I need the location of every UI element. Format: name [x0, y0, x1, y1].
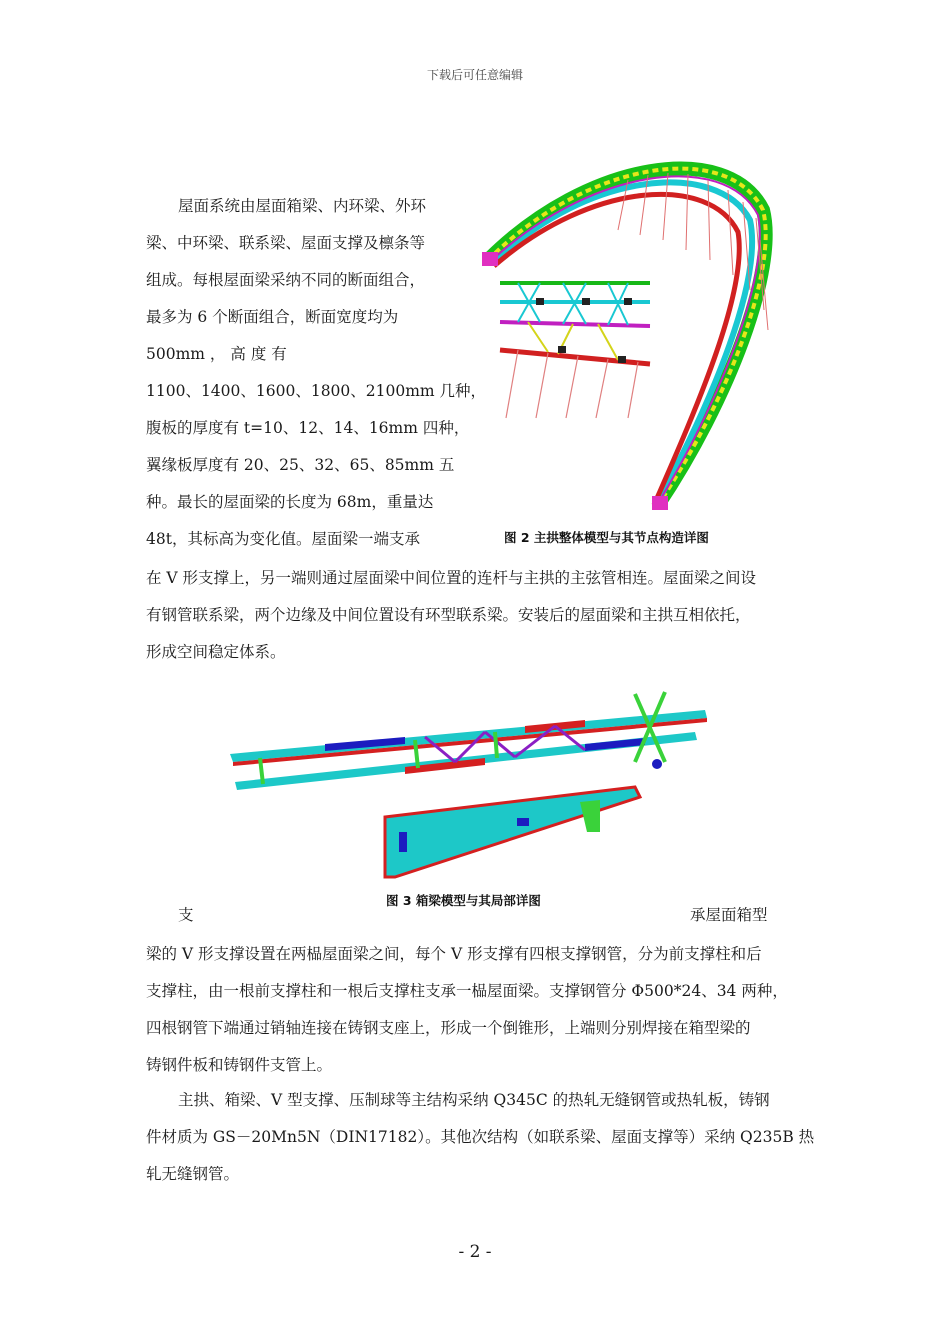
v-support-paragraph [146, 936, 806, 1084]
text-line: 铸钢件板和铸钢件支管上。 [146, 1056, 333, 1074]
page-number: - 2 - [458, 1242, 492, 1262]
text-line-spread [146, 336, 462, 373]
split-text-left: 支 [178, 906, 194, 924]
text-line: 梁、中环梁、联系梁、屋面支撑及檩条等 [146, 234, 426, 252]
text-line: 件材质为 GS－20Mn5N（DIN17182）。其他次结构（如联系梁、屋面支撑等）采纳 Q235B 热 [146, 1128, 815, 1146]
text-line: 48t，其标高为变化值。屋面梁一端支承 [146, 530, 420, 548]
text-line: 梁的 V 形支撑设置在两榀屋面梁之间，每个 V 形支撑有四根支撑钢管，分为前支撑柱和后 [146, 945, 762, 963]
figure-3-caption: 图 3 箱梁模型与其局部详图 [386, 893, 541, 908]
text-line: 主拱、箱梁、V 型支撑、压制球等主结构采纳 Q345C 的热轧无缝钢管或热轧板，铸钢 [178, 1091, 770, 1109]
text-line: 翼缘板厚度有 20、25、32、65、85mm 五 [146, 456, 455, 474]
text-line: 在 V 形支撑上，另一端则通过屋面梁中间位置的连杆与主拱的主弦管相连。屋面梁之间设 [146, 569, 757, 587]
spread-word: 度 [250, 345, 267, 363]
roof-system-continuation [146, 560, 806, 671]
text-line: 形成空间稳定体系。 [146, 643, 286, 661]
spread-word: ， [209, 345, 226, 363]
figure-2-arch-model [478, 140, 778, 520]
roof-system-paragraph [146, 188, 487, 558]
text-line: 屋面系统由屋面箱梁、内环梁、外环 [178, 197, 427, 215]
text-line: 腹板的厚度有 t=10、12、14、16mm 四种， [146, 419, 470, 437]
text-line: 种。最长的屋面梁的长度为 68m，重量达 [146, 493, 434, 511]
split-text-right: 承屋面箱型 [690, 906, 768, 924]
text-line: 支撑柱，由一根前支撑柱和一根后支撑柱支承一榀屋面梁。支撑钢管分 Φ500*24、34 两种， [146, 982, 788, 1000]
text-line: 四根钢管下端通过销轴连接在铸钢支座上，形成一个倒锥形，上端则分别焊接在箱型梁的 [146, 1019, 751, 1037]
figure-3-box-beam-model [225, 682, 725, 882]
material-paragraph [146, 1082, 815, 1193]
text-line: 1100、1400、1600、1800、2100mm 几种， [146, 382, 487, 400]
text-line: 组成。每根屋面梁采纳不同的断面组合， [146, 271, 426, 289]
page-header: 下载后可任意编辑 [426, 68, 523, 82]
text-line: 有钢管联系梁，两个边缘及中间位置设有环型联系梁。安装后的屋面梁和主拱互相依托， [146, 606, 751, 624]
figure-2-caption: 图 2 主拱整体模型与其节点构造详图 [504, 530, 709, 545]
spread-word: 500mm [146, 345, 205, 363]
spread-word: 有 [271, 345, 287, 363]
text-line: 最多为 6 个断面组合，断面宽度均为 [146, 308, 399, 326]
node-detail-inset [500, 278, 650, 418]
text-line: 轧无缝钢管。 [146, 1165, 240, 1183]
spread-word: 高 [230, 345, 246, 363]
